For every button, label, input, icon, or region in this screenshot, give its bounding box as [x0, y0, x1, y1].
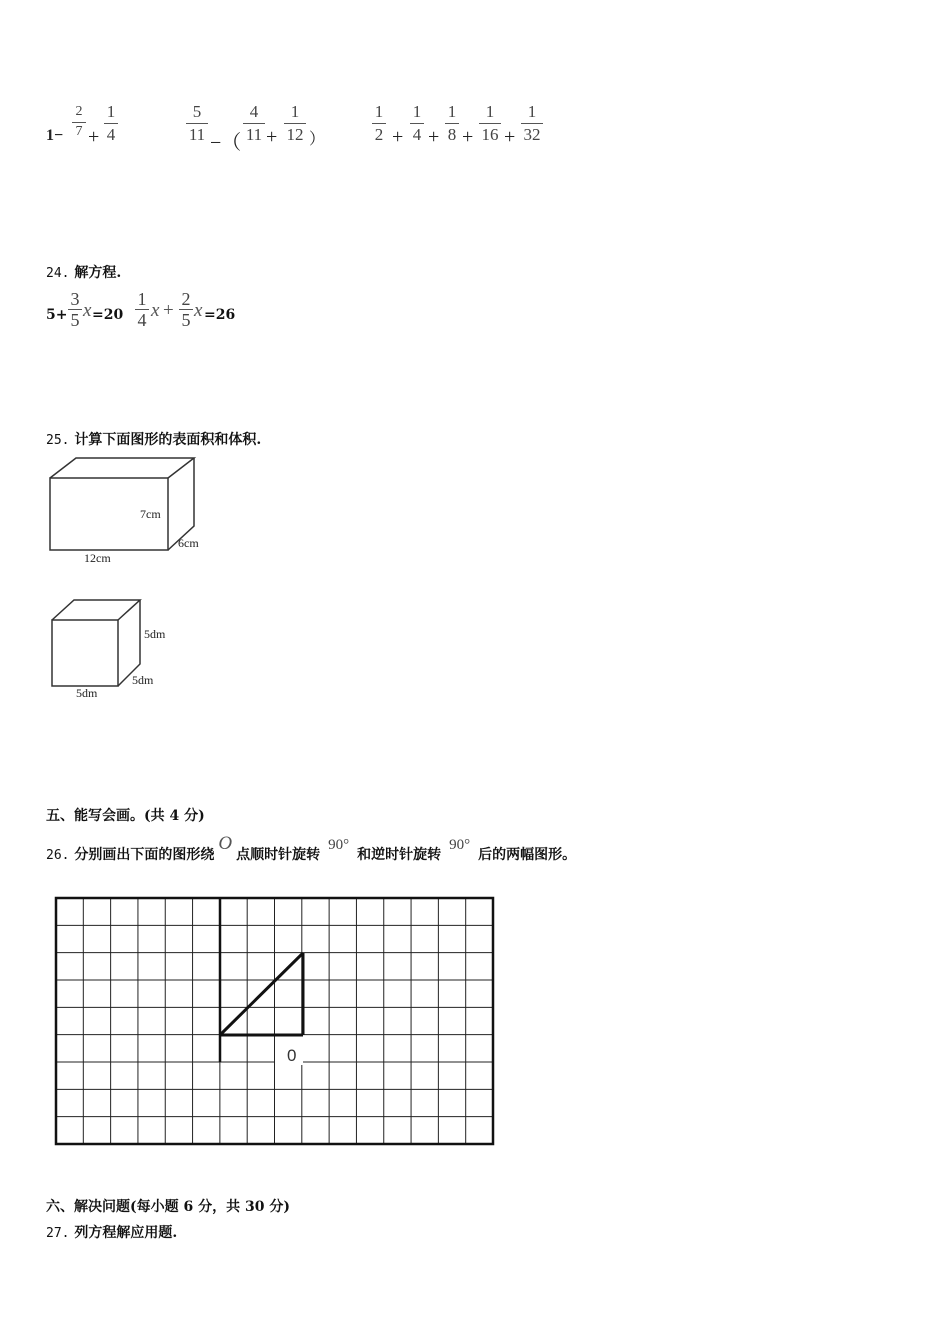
cube-depth-label: 5dm	[132, 673, 154, 687]
expr3-fraction-3: 1 8	[445, 103, 459, 143]
expr2-minus-paren: −（	[210, 132, 242, 154]
expr1-fraction-1: 2 7	[72, 105, 86, 139]
triangle-hypotenuse	[220, 953, 303, 1035]
expr1-fraction-2: 1 4	[104, 103, 118, 143]
expr2-fraction-1: 5 11	[186, 103, 208, 143]
eq2-fraction-2: 2 5	[179, 290, 193, 329]
angle-2: 90°	[449, 837, 471, 853]
expr2-plus: +	[266, 126, 278, 148]
expr3-fraction-2: 1 4	[410, 103, 424, 143]
question-24-title: 24. 解方程.	[46, 265, 122, 281]
section-6-title: 六、解决问题(每小题 6 分，共 30 分)	[46, 1199, 290, 1215]
expr3-fraction-5: 1 32	[521, 103, 543, 143]
cube-length-label: 5dm	[76, 686, 98, 700]
expr3-fraction-1: 1 2	[372, 103, 386, 143]
question-27-title: 27. 列方程解应用题.	[46, 1225, 178, 1241]
expr2-fraction-2: 4 11	[243, 103, 265, 143]
question-26-text: 26. 分别画出下面的图形绕O点顺时针旋转90°和逆时针旋转90°后的两幅图形。	[46, 833, 577, 863]
expr2-close-paren: ）	[309, 131, 326, 148]
cuboid-height-label: 7cm	[140, 507, 161, 521]
triangle-shape	[220, 953, 303, 1035]
expr2-fraction-3: 1 12	[284, 103, 306, 143]
expr3-fraction-4: 1 16	[479, 103, 501, 143]
point-o-label: 0	[287, 1046, 297, 1065]
cuboid-length-label: 12cm	[84, 551, 111, 565]
rotation-grid	[50, 892, 500, 1152]
cube-figure	[40, 596, 190, 706]
section-5-title: 五、能写会画。(共 4 分)	[46, 808, 205, 824]
expr3-plus-1: +	[392, 126, 404, 148]
angle-1: 90°	[328, 837, 350, 853]
cube-top-face	[52, 600, 140, 620]
cuboid-figure	[40, 452, 220, 572]
expr3-plus-3: +	[462, 126, 474, 148]
cube-front-face	[52, 620, 118, 686]
expr3-plus-4: +	[504, 126, 516, 148]
question-25-title: 25. 计算下面图形的表面积和体积.	[46, 432, 262, 448]
expr1-plus: +	[88, 126, 100, 148]
eq1-fraction: 3 5	[68, 290, 82, 329]
point-o-symbol: O	[218, 833, 233, 854]
cuboid-top-face	[50, 458, 194, 478]
cube-height-label: 5dm	[144, 627, 166, 641]
cuboid-depth-label: 6cm	[178, 536, 199, 550]
expr1-lead: 1−	[46, 127, 64, 144]
expr3-plus-2: +	[428, 126, 440, 148]
eq2-fraction-1: 1 4	[135, 290, 149, 329]
